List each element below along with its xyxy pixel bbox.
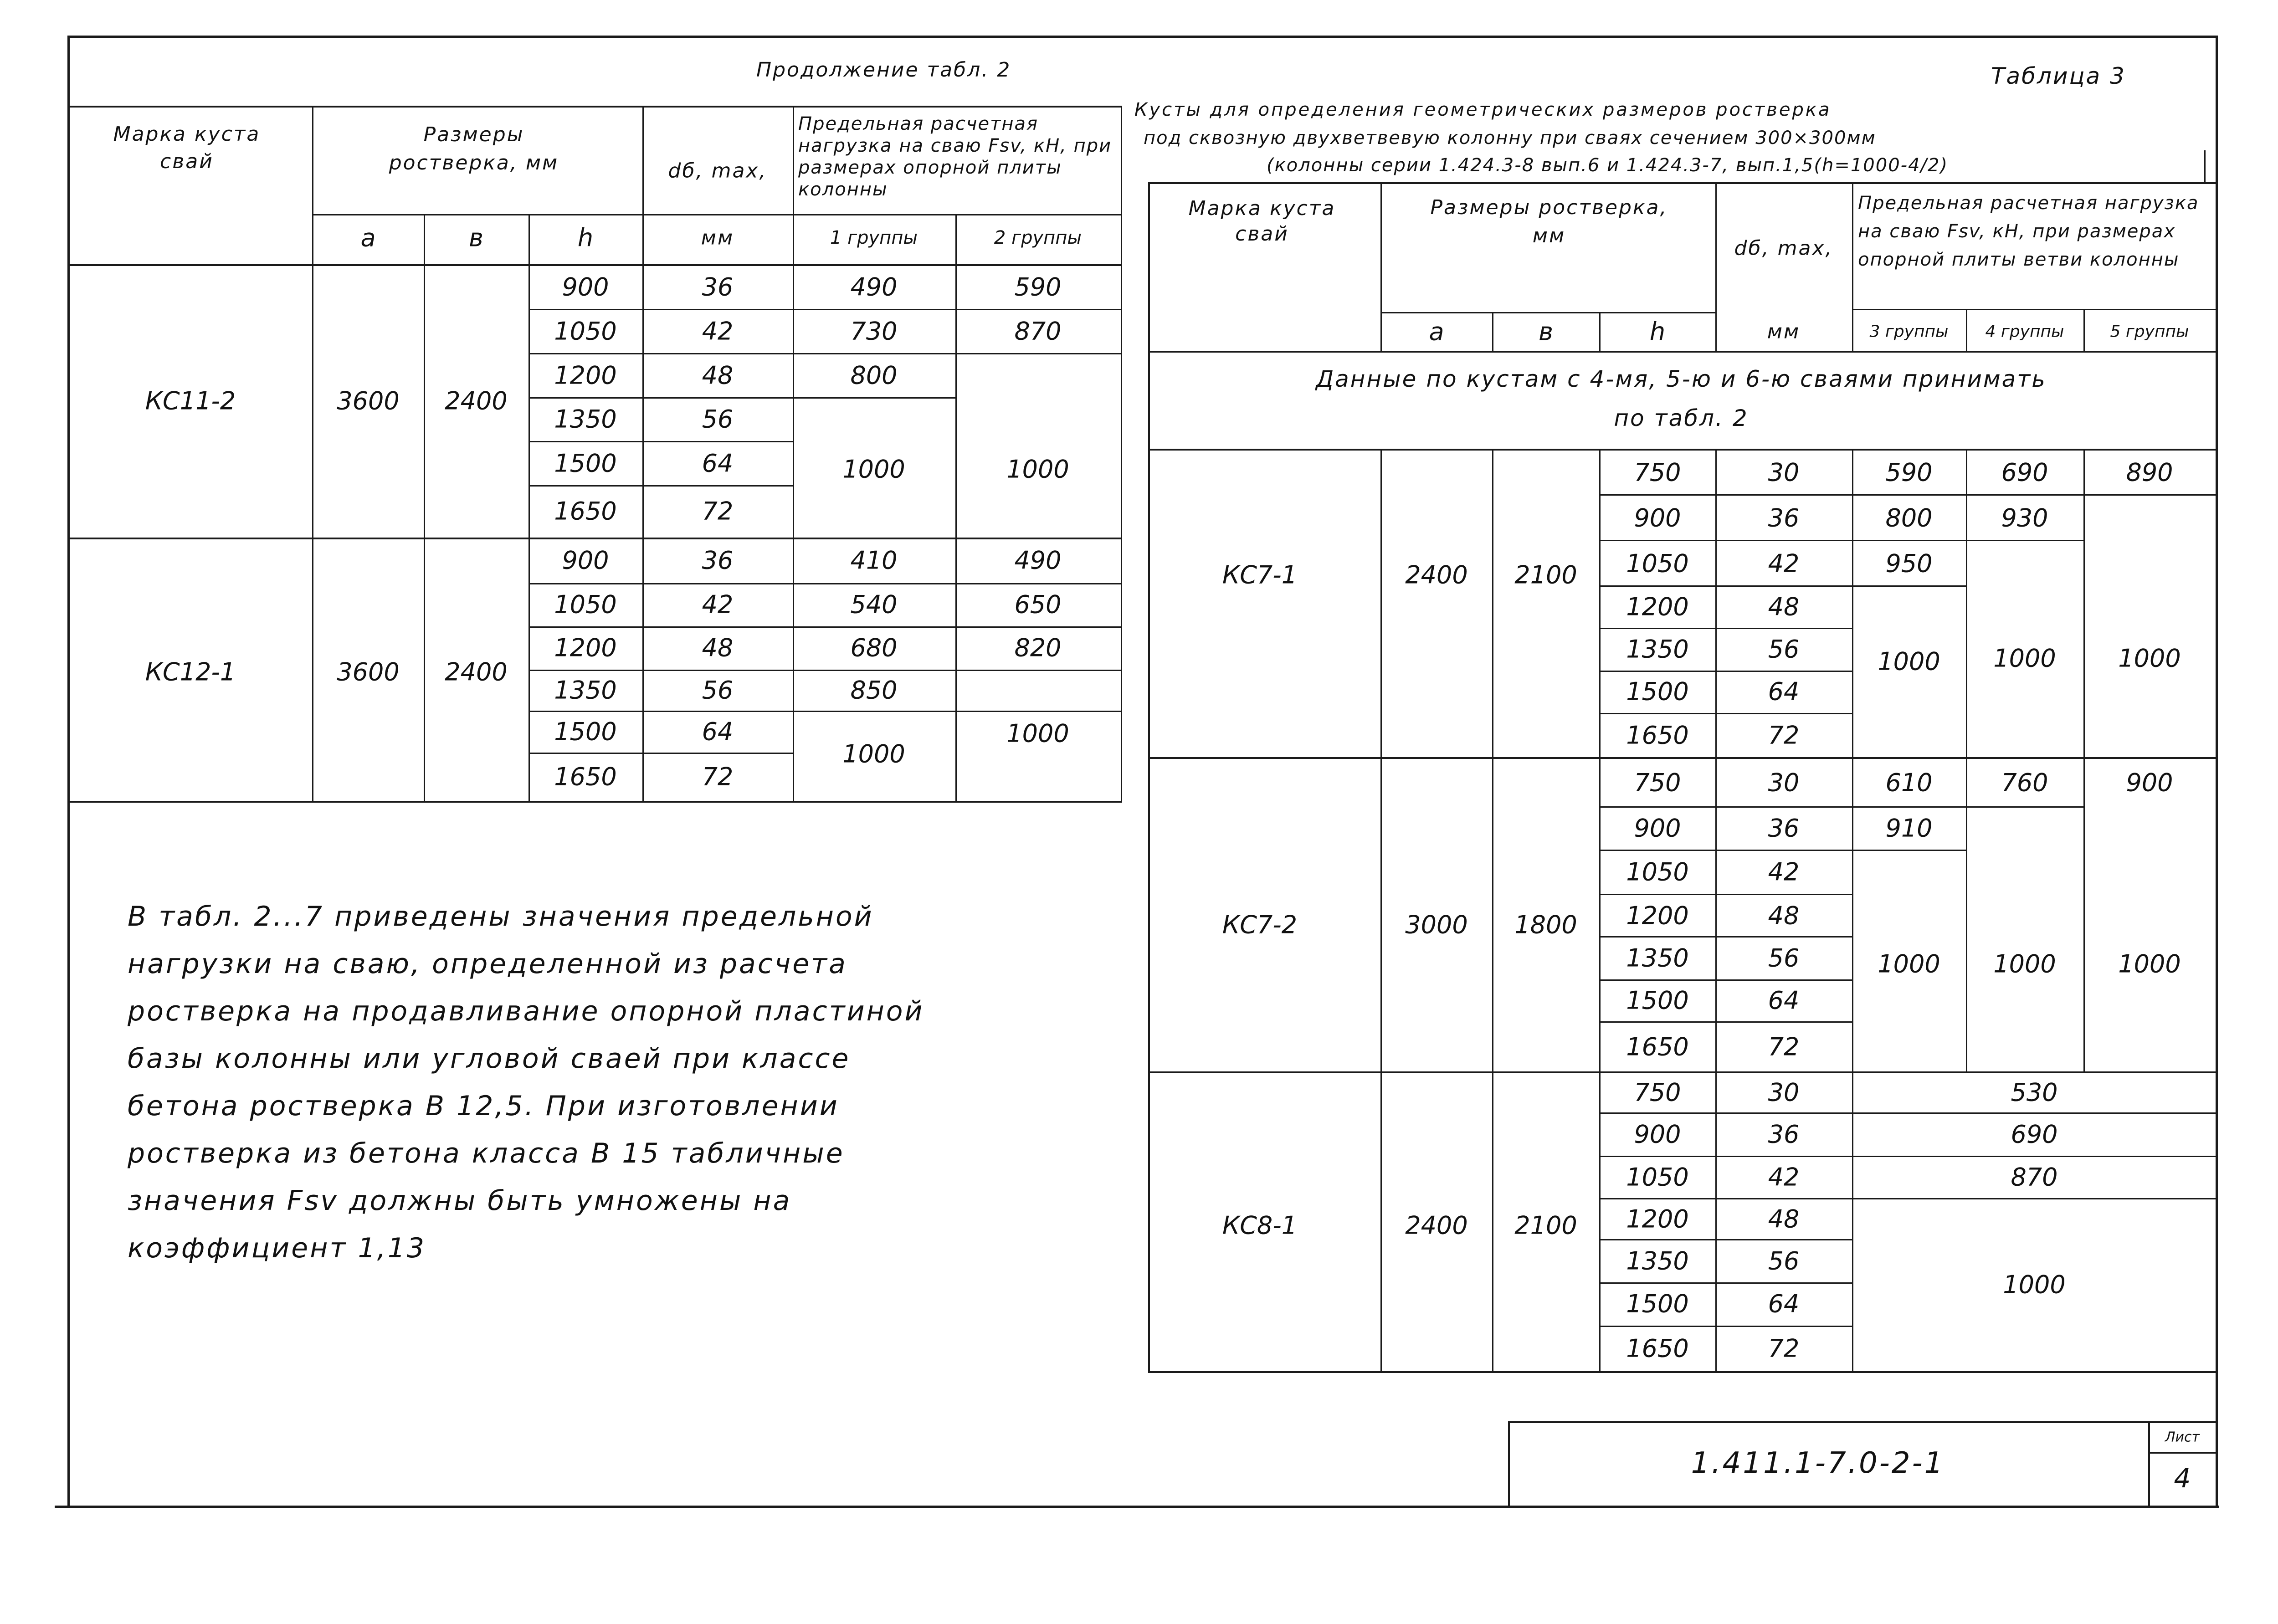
d-max: 36 <box>1768 814 1800 843</box>
header-group-2: 2 группы <box>994 227 1082 248</box>
grid-line <box>1599 1282 1852 1284</box>
size-h: 1050 <box>554 590 617 619</box>
grid-line <box>1599 979 1852 981</box>
grid-line <box>68 801 1121 803</box>
grid-line <box>1599 936 1852 938</box>
header-group-1: 1 группы <box>830 227 918 248</box>
pile-cluster-mark: КС11-2 <box>145 386 236 415</box>
size-h: 1200 <box>1626 1204 1689 1234</box>
grid-line <box>1492 312 1493 351</box>
grid-line <box>1599 585 1966 587</box>
table-3-caption: (колонны серии 1.424.3-8 вып.6 и 1.424.3-7, вып.1,5(h=1000-4/2) <box>1267 155 1949 176</box>
grid-line <box>793 106 794 803</box>
d-max: 72 <box>702 497 734 526</box>
d-max: 30 <box>1768 1078 1800 1107</box>
grid-line <box>2083 309 2085 351</box>
header-load: Предельная расчетная нагрузка на сваю Fsv, кН, при размерах опорной плиты колонны <box>798 113 1112 200</box>
grid-line <box>2083 449 2085 1073</box>
grid-line <box>1599 449 1601 1373</box>
grid-line <box>1148 1371 2217 1373</box>
d-max: 72 <box>1768 721 1800 750</box>
size-h: 1200 <box>1626 592 1689 621</box>
size-h: 1350 <box>1626 943 1689 973</box>
continuation-label: Продолжение табл. 2 <box>756 58 1011 82</box>
size-a: 2400 <box>1405 560 1468 589</box>
grid-line <box>1852 309 2216 310</box>
grid-line <box>1380 182 1382 351</box>
d-max: 72 <box>702 762 734 791</box>
note-text <box>128 893 924 1272</box>
grid-line <box>68 538 1121 539</box>
load-group-3: 1000 <box>1878 949 1940 978</box>
size-h: 900 <box>562 546 609 575</box>
d-max: 48 <box>1768 901 1800 930</box>
size-h: 1650 <box>554 762 617 791</box>
load-group-4: 1000 <box>1993 949 2056 978</box>
size-h: 1500 <box>554 449 617 478</box>
size-h: 750 <box>1634 1078 1681 1107</box>
header-sizes: Размеры ростверка, мм <box>1430 196 1668 247</box>
size-a: 3600 <box>337 386 400 415</box>
header-b: в <box>1539 317 1553 346</box>
grid-line <box>528 214 530 803</box>
grid-line <box>1599 312 1601 351</box>
d-max: 56 <box>702 405 734 434</box>
header-a: а <box>1429 317 1444 346</box>
load-group-2: 1000 <box>1006 719 1069 748</box>
d-max: 64 <box>702 449 734 478</box>
grid-line <box>528 485 793 487</box>
d-max: 48 <box>1768 592 1800 621</box>
frame-right <box>2216 36 2218 1507</box>
grid-line <box>1599 1021 1852 1023</box>
grid-line <box>1148 182 2217 184</box>
size-h: 750 <box>1634 768 1681 797</box>
load-group-1: 850 <box>850 676 898 705</box>
size-h: 1500 <box>1626 1289 1689 1318</box>
d-max: 36 <box>1768 1120 1800 1149</box>
size-h: 1350 <box>1626 1246 1689 1276</box>
grid-line <box>1599 628 1852 629</box>
grid-line <box>1380 312 1715 313</box>
size-h: 900 <box>1634 814 1681 843</box>
load-group-3: 590 <box>1885 458 1933 487</box>
note-line: бетона ростверка В 12,5. При изготовлении <box>128 1090 839 1122</box>
load-group-1: 410 <box>850 546 898 575</box>
d-max: 72 <box>1768 1032 1800 1061</box>
d-max: 64 <box>702 717 734 746</box>
load-group-3: 610 <box>1885 768 1933 797</box>
table-3-caption: под сквозную двухветвевую колонну при сваях сечением 300×300мм <box>1144 128 1876 149</box>
d-max: 42 <box>1768 549 1800 578</box>
grid-line <box>1852 182 1853 351</box>
table-3-label: Таблица 3 <box>1991 63 2126 89</box>
grid-line <box>528 753 793 754</box>
grid-line <box>1599 894 1852 895</box>
size-h: 1050 <box>1626 549 1689 578</box>
size-b: 2400 <box>445 657 508 686</box>
grid-line <box>1599 850 1966 851</box>
d-max: 48 <box>1768 1204 1800 1234</box>
grid-line <box>2204 150 2206 182</box>
grid-line <box>1508 1421 1510 1507</box>
size-h: 1050 <box>1626 1163 1689 1192</box>
header-group-5: 5 группы <box>2110 322 2189 341</box>
grid-line <box>955 214 957 803</box>
grid-line <box>1599 806 2083 808</box>
grid-line <box>1599 1239 1852 1240</box>
grid-line <box>1599 1156 2216 1157</box>
load-merged: 690 <box>2011 1120 2058 1149</box>
size-a: 2400 <box>1405 1211 1468 1240</box>
grid-line <box>424 214 425 803</box>
d-max: 42 <box>702 317 734 346</box>
size-h: 1500 <box>554 717 617 746</box>
grid-line <box>1599 1326 1852 1327</box>
size-h: 1200 <box>554 361 617 390</box>
note-line: коэффициент 1,13 <box>128 1232 426 1264</box>
header-b: в <box>469 223 483 252</box>
d-max: 64 <box>1768 1289 1800 1318</box>
load-group-2: 650 <box>1014 590 1062 619</box>
header-d-unit: мм <box>701 226 734 250</box>
grid-line <box>1599 671 1852 672</box>
grid-line <box>1599 1198 2216 1199</box>
load-merged: 1000 <box>2003 1270 2066 1299</box>
header-group-4: 4 группы <box>1985 322 2064 341</box>
d-max: 72 <box>1768 1334 1800 1363</box>
d-max: 48 <box>702 633 734 662</box>
grid-line <box>1852 449 1853 1373</box>
note-line: ростверка из бетона класса В 15 табличные <box>128 1137 845 1169</box>
grid-line <box>2148 1452 2216 1454</box>
load-group-2: 490 <box>1014 546 1062 575</box>
span-note: по табл. 2 <box>1614 405 1749 431</box>
load-group-5: 1000 <box>2118 949 2181 978</box>
size-b: 1800 <box>1514 910 1577 939</box>
header-group-3: 3 группы <box>1869 322 1949 341</box>
load-group-4: 690 <box>2001 458 2048 487</box>
grid-line <box>1599 540 2083 541</box>
load-group-3: 910 <box>1885 814 1933 843</box>
load-group-4: 930 <box>2001 503 2048 533</box>
sheet-number: 4 <box>2174 1463 2191 1494</box>
load-group-1: 800 <box>850 361 898 390</box>
grid-line <box>68 264 1121 266</box>
grid-line <box>1966 309 1967 351</box>
table-3-caption: Кусты для определения геометрических размеров ростверка <box>1134 99 1832 120</box>
size-h: 900 <box>562 272 609 302</box>
d-max: 56 <box>1768 1246 1800 1276</box>
size-h: 1350 <box>554 676 617 705</box>
grid-line <box>1715 449 1717 1373</box>
grid-line <box>528 309 1121 310</box>
frame-left <box>67 36 70 1507</box>
size-h: 1650 <box>554 497 617 526</box>
load-group-5: 900 <box>2126 768 2173 797</box>
grid-line <box>1599 713 1852 714</box>
size-h: 1650 <box>1626 1334 1689 1363</box>
note-line: В табл. 2...7 приведены значения предельной <box>128 901 874 932</box>
d-max: 42 <box>1768 1163 1800 1192</box>
grid-line <box>68 106 1121 108</box>
pile-cluster-mark: КС7-2 <box>1222 910 1298 939</box>
size-h: 900 <box>1634 1120 1681 1149</box>
header-mark: Марка куста свай <box>1188 197 1336 246</box>
d-max: 64 <box>1768 986 1800 1015</box>
pile-cluster-mark: КС8-1 <box>1222 1211 1298 1240</box>
grid-line <box>528 397 957 399</box>
grid-line <box>1148 449 2217 451</box>
grid-line <box>1148 182 1150 1373</box>
grid-line <box>528 441 793 442</box>
d-max: 56 <box>1768 943 1800 973</box>
load-group-1: 490 <box>850 272 898 302</box>
size-a: 3000 <box>1405 910 1468 939</box>
note-line: нагрузки на сваю, определенной из расчета <box>128 948 847 980</box>
load-group-3: 1000 <box>1878 647 1940 676</box>
size-h: 1650 <box>1626 721 1689 750</box>
grid-line <box>1148 757 2217 759</box>
header-d-unit: мм <box>1767 320 1801 343</box>
load-group-5: 1000 <box>2118 644 2181 673</box>
load-group-1: 680 <box>850 633 898 662</box>
load-group-5: 890 <box>2126 458 2173 487</box>
header-d: dб, max, <box>1734 236 1833 260</box>
header-h: h <box>1649 317 1666 346</box>
d-max: 36 <box>702 546 734 575</box>
grid-line <box>1492 449 1493 1373</box>
load-merged: 530 <box>2011 1078 2058 1107</box>
grid-line <box>1380 449 1382 1373</box>
grid-line <box>528 353 1121 354</box>
note-line: ростверка на продавливание опорной пластиной <box>128 995 924 1027</box>
size-h: 900 <box>1634 503 1681 533</box>
load-group-2: 870 <box>1014 317 1062 346</box>
grid-line <box>312 106 313 803</box>
size-h: 1500 <box>1626 986 1689 1015</box>
header-a: а <box>360 223 376 252</box>
header-load: Предельная расчетная нагрузка на сваю Fsv, кН, при размерах опорной плиты ветви колонны <box>1858 193 2199 270</box>
header-h: h <box>577 223 594 252</box>
d-max: 30 <box>1768 458 1800 487</box>
document-code: 1.411.1-7.0-2-1 <box>1691 1446 1945 1480</box>
d-max: 42 <box>702 590 734 619</box>
load-group-4: 1000 <box>1993 644 2056 673</box>
grid-line <box>528 583 1121 584</box>
d-max: 48 <box>702 361 734 390</box>
grid-line <box>528 711 1121 712</box>
size-h: 1050 <box>554 317 617 346</box>
load-group-2: 820 <box>1014 633 1062 662</box>
grid-line <box>642 106 644 803</box>
span-note: Данные по кустам с 4-мя, 5-ю и 6-ю сваями принимать <box>1316 366 2047 392</box>
grid-line <box>1148 1071 2217 1073</box>
size-h: 1650 <box>1626 1032 1689 1061</box>
load-group-1: 1000 <box>842 455 905 484</box>
load-group-3: 800 <box>1885 503 1933 533</box>
size-h: 1200 <box>1626 901 1689 930</box>
grid-line <box>528 626 1121 628</box>
d-max: 36 <box>702 272 734 302</box>
size-h: 1350 <box>554 405 617 434</box>
grid-line <box>312 214 1121 215</box>
d-max: 30 <box>1768 768 1800 797</box>
note-line: значения Fsv должны быть умножены на <box>128 1185 792 1217</box>
size-h: 1200 <box>554 633 617 662</box>
grid-line <box>2148 1421 2150 1507</box>
load-merged: 870 <box>2011 1163 2058 1192</box>
note-line: базы колонны или угловой сваей при классе <box>128 1043 851 1075</box>
size-h: 750 <box>1634 458 1681 487</box>
size-h: 1050 <box>1626 857 1689 886</box>
header-d: dб, max, <box>668 159 767 183</box>
load-group-3: 950 <box>1885 549 1933 578</box>
d-max: 42 <box>1768 857 1800 886</box>
load-group-1: 730 <box>850 317 898 346</box>
grid-line <box>1599 494 2216 496</box>
size-a: 3600 <box>337 657 400 686</box>
load-group-2: 1000 <box>1006 455 1069 484</box>
load-group-4: 760 <box>2001 768 2048 797</box>
d-max: 56 <box>1768 635 1800 664</box>
d-max: 64 <box>1768 677 1800 706</box>
frame-top <box>67 36 2218 38</box>
pile-cluster-mark: КС7-1 <box>1222 560 1298 589</box>
grid-line <box>1148 351 2217 353</box>
size-b: 2100 <box>1514 560 1577 589</box>
grid-line <box>1599 1112 2216 1114</box>
size-b: 2100 <box>1514 1211 1577 1240</box>
size-h: 1350 <box>1626 635 1689 664</box>
size-b: 2400 <box>445 386 508 415</box>
header-mark: Марка куста свай <box>113 123 261 173</box>
d-max: 56 <box>702 676 734 705</box>
d-max: 36 <box>1768 503 1800 533</box>
grid-line <box>528 670 1121 671</box>
pile-cluster-mark: КС12-1 <box>145 657 236 686</box>
load-group-1: 1000 <box>842 739 905 768</box>
load-group-2: 590 <box>1014 272 1062 302</box>
size-h: 1500 <box>1626 677 1689 706</box>
header-sizes: Размеры ростверка, мм <box>389 123 559 174</box>
grid-line <box>1966 449 1967 1073</box>
grid-line <box>1715 182 1717 351</box>
frame-bottom <box>55 1506 2219 1508</box>
load-group-1: 540 <box>850 590 898 619</box>
sheet-label: Лист <box>2165 1429 2200 1445</box>
grid-line <box>1508 1421 2217 1423</box>
grid-line <box>1121 106 1122 803</box>
